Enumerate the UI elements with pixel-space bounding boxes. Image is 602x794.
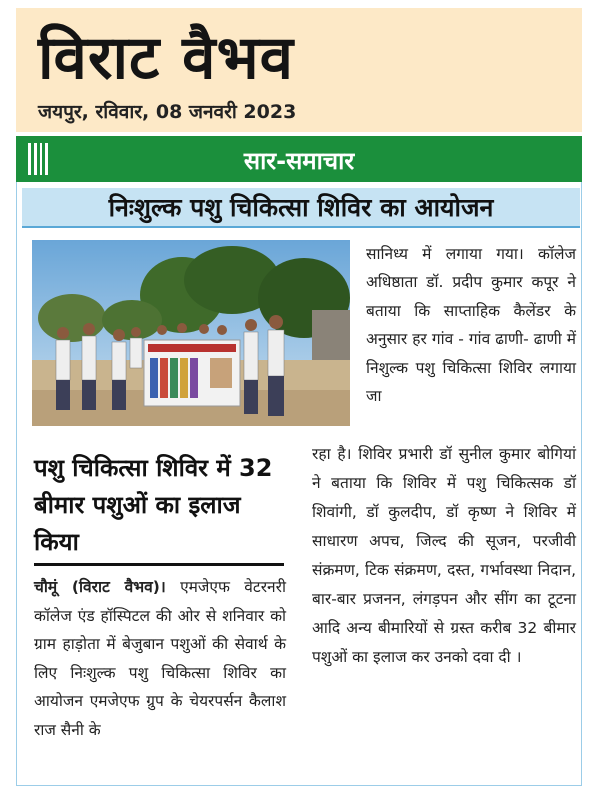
issue-dateline: जयपुर, रविवार, 08 जनवरी 2023 [38,101,297,123]
article-subheadline: पशु चिकित्सा शिविर में 32 बीमार पशुओं का इलाज किया [34,454,273,556]
article-body-right-lower: रहा है। शिविर प्रभारी डॉ सुनील कुमार बोगियां ने बताया कि शिविर में पशु चिकित्सक डॉ शिवांगी, डॉ कुलदीप, डॉ कृष्ण ने शिविर में साधारण अपच, जिल्द की सूजन, परजीवी संक्रमण, टिक संक्रमण, दस्त, गर्भावस्था निदान, बार-बार प्रजनन, लंगड़पन और सींग का टूटना आदि अन्य बीमारियों से ग्रस्त करीब 32 बीमार पशुओं का इलाज कर उनको दवा दी । [312,445,576,666]
section-title: सार-समाचार [243,147,355,175]
newspaper-title: विराट वैभव [38,23,295,93]
article-body-left-text: एमजेएफ वेटरनरी कॉलेज एंड हॉस्पिटल की ओर से शनिवार को ग्राम हाड़ोता में बेजुबान पशुओं की सेवार्थ के लिए निःशुल्क पशु चिकित्सा शिविर का आयोजन एमजेएफ ग्रुप के चेयरपर्सन कैलाश राज सैनी के [34,578,286,739]
camp-group-photo [32,240,350,426]
subheadline-rule [34,563,284,566]
article-headline: निःशुल्क पशु चिकित्सा शिविर का आयोजन [22,188,580,228]
article-body-left [34,573,286,744]
article-dateline: चौमूं (विराट वैभव)। [34,578,166,596]
article-photo [32,240,350,426]
masthead [16,8,582,132]
article-body-right-upper: सानिध्य में लगाया गया। कॉलेज अधिष्ठाता डॉ. प्रदीप कुमार कपूर ने बताया कि साप्ताहिक कैलेंडर के अनुसार हर गांव - गांव ढाणी- ढाणी में निशुल्क पशु चिकित्सा शिविर लगाया जा [366,245,576,406]
section-header [16,136,582,182]
